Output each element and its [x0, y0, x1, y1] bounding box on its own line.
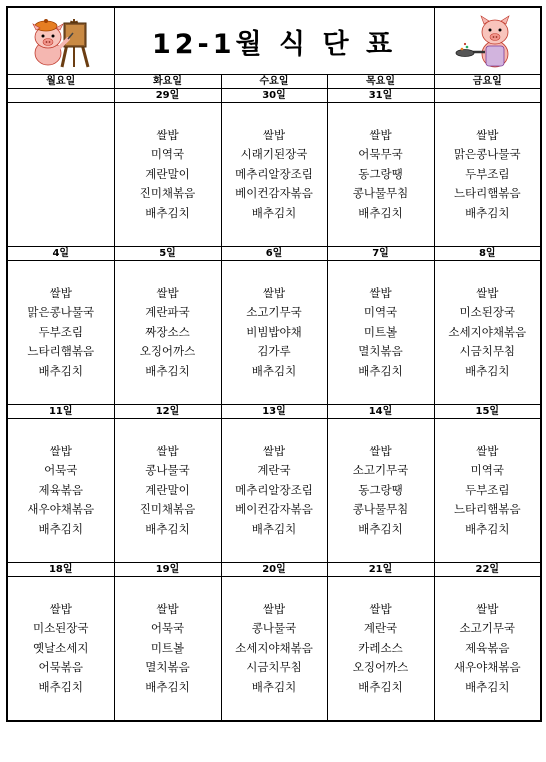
menu-item: 쌀밥 [369, 443, 392, 458]
date-cell: 31일 [327, 89, 434, 103]
menu-item: 배추김치 [465, 521, 510, 536]
weekday-friday: 금요일 [434, 75, 541, 89]
menu-item: 메추리알장조림 [235, 166, 313, 181]
menu-item: 소고기무국 [352, 463, 409, 478]
date-cell: 20일 [221, 563, 327, 577]
date-cell: 15일 [434, 405, 541, 419]
weekday-tuesday: 화요일 [114, 75, 221, 89]
menu-row [7, 103, 541, 247]
menu-item: 소고기무국 [459, 621, 516, 636]
date-cell: 14일 [327, 405, 434, 419]
menu-item: 멸치볶음 [358, 344, 403, 359]
menu-item: 쌀밥 [49, 285, 72, 300]
date-cell: 18일 [7, 563, 114, 577]
menu-item: 쌀밥 [49, 601, 72, 616]
day-menu-cell [114, 419, 221, 563]
menu-item: 쌀밥 [262, 443, 286, 458]
day-menu-cell [7, 261, 114, 405]
menu-item: 계란국 [257, 463, 291, 478]
menu-item: 쌀밥 [369, 127, 392, 142]
day-menu-cell [7, 419, 114, 563]
date-cell: 13일 [221, 405, 327, 419]
menu-item: 배추김치 [251, 679, 297, 694]
day-menu-cell [7, 577, 114, 722]
menu-item: 배추김치 [251, 205, 297, 220]
menu-item: 미역국 [470, 463, 504, 478]
menu-item: 쌀밥 [262, 127, 286, 142]
menu-item: 짜장소스 [145, 324, 190, 339]
menu-item: 배추김치 [251, 363, 297, 378]
menu-item: 미소된장국 [459, 305, 516, 320]
menu-sheet [6, 6, 540, 752]
menu-item: 옛날소세지 [32, 640, 89, 655]
day-menu-cell [114, 261, 221, 405]
menu-item: 진미채볶음 [139, 186, 196, 201]
menu-item: 배추김치 [38, 521, 83, 536]
day-menu-cell [434, 103, 541, 247]
menu-item: 콩나물무침 [352, 502, 409, 517]
menu-item: 쌀밥 [156, 285, 179, 300]
menu-row [7, 261, 541, 405]
menu-item: 계란말이 [145, 166, 190, 181]
menu-item: 계란국 [363, 621, 398, 636]
date-cell: 30일 [221, 89, 327, 103]
menu-item: 배추김치 [465, 363, 510, 378]
menu-item: 오징어까스 [139, 344, 196, 359]
menu-item: 시금치무침 [459, 344, 516, 359]
menu-item: 미트볼 [150, 640, 185, 655]
day-menu-cell [114, 577, 221, 722]
menu-item: 쌀밥 [262, 285, 286, 300]
menu-item: 쌀밥 [262, 601, 286, 616]
day-menu-cell [221, 103, 327, 247]
menu-item: 미역국 [363, 305, 398, 320]
day-menu-cell [434, 261, 541, 405]
weekday-wednesday: 수요일 [221, 75, 327, 89]
menu-item: 소세지야채볶음 [235, 640, 313, 655]
menu-item: 제육볶음 [38, 482, 83, 497]
menu-item: 베이컨감자볶음 [235, 502, 313, 517]
menu-item: 느타리햄볶음 [27, 344, 95, 359]
page-title: 12-1월 식 단 표 [151, 28, 397, 60]
menu-item: 시금치무침 [246, 660, 302, 675]
menu-item: 배추김치 [145, 521, 190, 536]
date-row [7, 563, 541, 577]
day-menu-cell [327, 261, 434, 405]
date-cell: 19일 [114, 563, 221, 577]
menu-item: 메추리알장조림 [235, 482, 313, 497]
menu-item: 콩나물국 [251, 621, 297, 636]
menu-item: 배추김치 [251, 521, 297, 536]
menu-item: 콩나물국 [145, 463, 190, 478]
weekday-monday: 월요일 [7, 75, 114, 89]
day-menu-cell [221, 261, 327, 405]
menu-item: 새우야채볶음 [27, 502, 95, 517]
day-menu-cell [7, 103, 114, 247]
menu-item: 소세지야채볶음 [448, 324, 527, 339]
menu-item: 맑은콩나물국 [27, 305, 95, 320]
menu-item: 배추김치 [465, 205, 510, 220]
menu-item: 계란파국 [145, 305, 190, 320]
menu-item: 베이컨감자볶음 [235, 186, 313, 201]
menu-item: 미소된장국 [32, 621, 89, 636]
day-menu-cell [114, 103, 221, 247]
menu-item: 쌀밥 [476, 285, 499, 300]
pig-painter-illustration [7, 7, 114, 75]
date-cell: 22일 [434, 563, 541, 577]
menu-item: 느타리햄볶음 [453, 186, 521, 201]
menu-item: 두부조림 [38, 324, 83, 339]
date-cell: 29일 [114, 89, 221, 103]
menu-item: 새우야채볶음 [453, 660, 521, 675]
menu-item: 어묵국 [44, 463, 78, 478]
menu-item: 쌀밥 [156, 601, 179, 616]
day-menu-cell [327, 419, 434, 563]
date-cell: 4일 [7, 247, 114, 261]
date-cell: 21일 [327, 563, 434, 577]
menu-item: 두부조림 [465, 482, 510, 497]
meal-menu-table [6, 6, 542, 722]
date-cell: 11일 [7, 405, 114, 419]
menu-item: 계란말이 [145, 482, 190, 497]
menu-item: 배추김치 [358, 521, 403, 536]
menu-item: 배추김치 [358, 363, 403, 378]
menu-item: 어묵볶음 [38, 660, 83, 675]
menu-item: 쌀밥 [156, 443, 179, 458]
menu-item: 쌀밥 [476, 443, 499, 458]
date-cell: 12일 [114, 405, 221, 419]
menu-item: 미역국 [150, 147, 185, 162]
menu-item: 쌀밥 [369, 285, 392, 300]
menu-item: 쌀밥 [369, 601, 392, 616]
title-row [7, 7, 541, 75]
menu-item: 배추김치 [145, 363, 190, 378]
menu-item: 배추김치 [358, 205, 403, 220]
menu-item: 미트볼 [363, 324, 398, 339]
menu-item: 멸치볶음 [145, 660, 190, 675]
menu-item: 배추김치 [38, 679, 83, 694]
menu-item: 배추김치 [465, 679, 510, 694]
date-cell [7, 89, 114, 103]
weekday-header-row [7, 75, 541, 89]
menu-item: 콩나물무침 [352, 186, 409, 201]
weekday-thursday: 목요일 [327, 75, 434, 89]
date-row [7, 89, 541, 103]
menu-row [7, 577, 541, 722]
day-menu-cell [327, 103, 434, 247]
menu-item: 맑은콩나물국 [453, 147, 521, 162]
menu-item: 어묵무국 [358, 147, 403, 162]
menu-item: 카레소스 [358, 640, 403, 655]
menu-item: 느타리햄볶음 [453, 502, 521, 517]
menu-item: 김가루 [257, 344, 291, 359]
menu-item: 동그랑땡 [358, 166, 403, 181]
date-row [7, 247, 541, 261]
menu-item: 쌀밥 [476, 601, 499, 616]
day-menu-cell [221, 419, 327, 563]
date-cell: 6일 [221, 247, 327, 261]
day-menu-cell [434, 577, 541, 722]
menu-item: 동그랑땡 [358, 482, 403, 497]
menu-item: 쌀밥 [156, 127, 179, 142]
menu-item: 두부조림 [465, 166, 510, 181]
day-menu-cell [434, 419, 541, 563]
menu-item: 배추김치 [145, 679, 190, 694]
menu-item: 오징어까스 [352, 660, 409, 675]
date-cell: 8일 [434, 247, 541, 261]
date-row [7, 405, 541, 419]
pig-cook-illustration [434, 7, 541, 75]
menu-item: 시래기된장국 [240, 147, 308, 162]
day-menu-cell [221, 577, 327, 722]
menu-row [7, 419, 541, 563]
date-cell: 7일 [327, 247, 434, 261]
date-cell: 5일 [114, 247, 221, 261]
menu-item: 쌀밥 [476, 127, 499, 142]
menu-item: 소고기무국 [246, 305, 302, 320]
menu-item: 쌀밥 [49, 443, 72, 458]
day-menu-cell [327, 577, 434, 722]
menu-item: 어묵국 [150, 621, 185, 636]
menu-item: 배추김치 [38, 363, 83, 378]
menu-item: 제육볶음 [465, 640, 510, 655]
date-cell [434, 89, 541, 103]
menu-item: 배추김치 [358, 679, 403, 694]
menu-item: 진미채볶음 [139, 502, 196, 517]
menu-item: 배추김치 [145, 205, 190, 220]
menu-item: 비빔밥야채 [246, 324, 302, 339]
